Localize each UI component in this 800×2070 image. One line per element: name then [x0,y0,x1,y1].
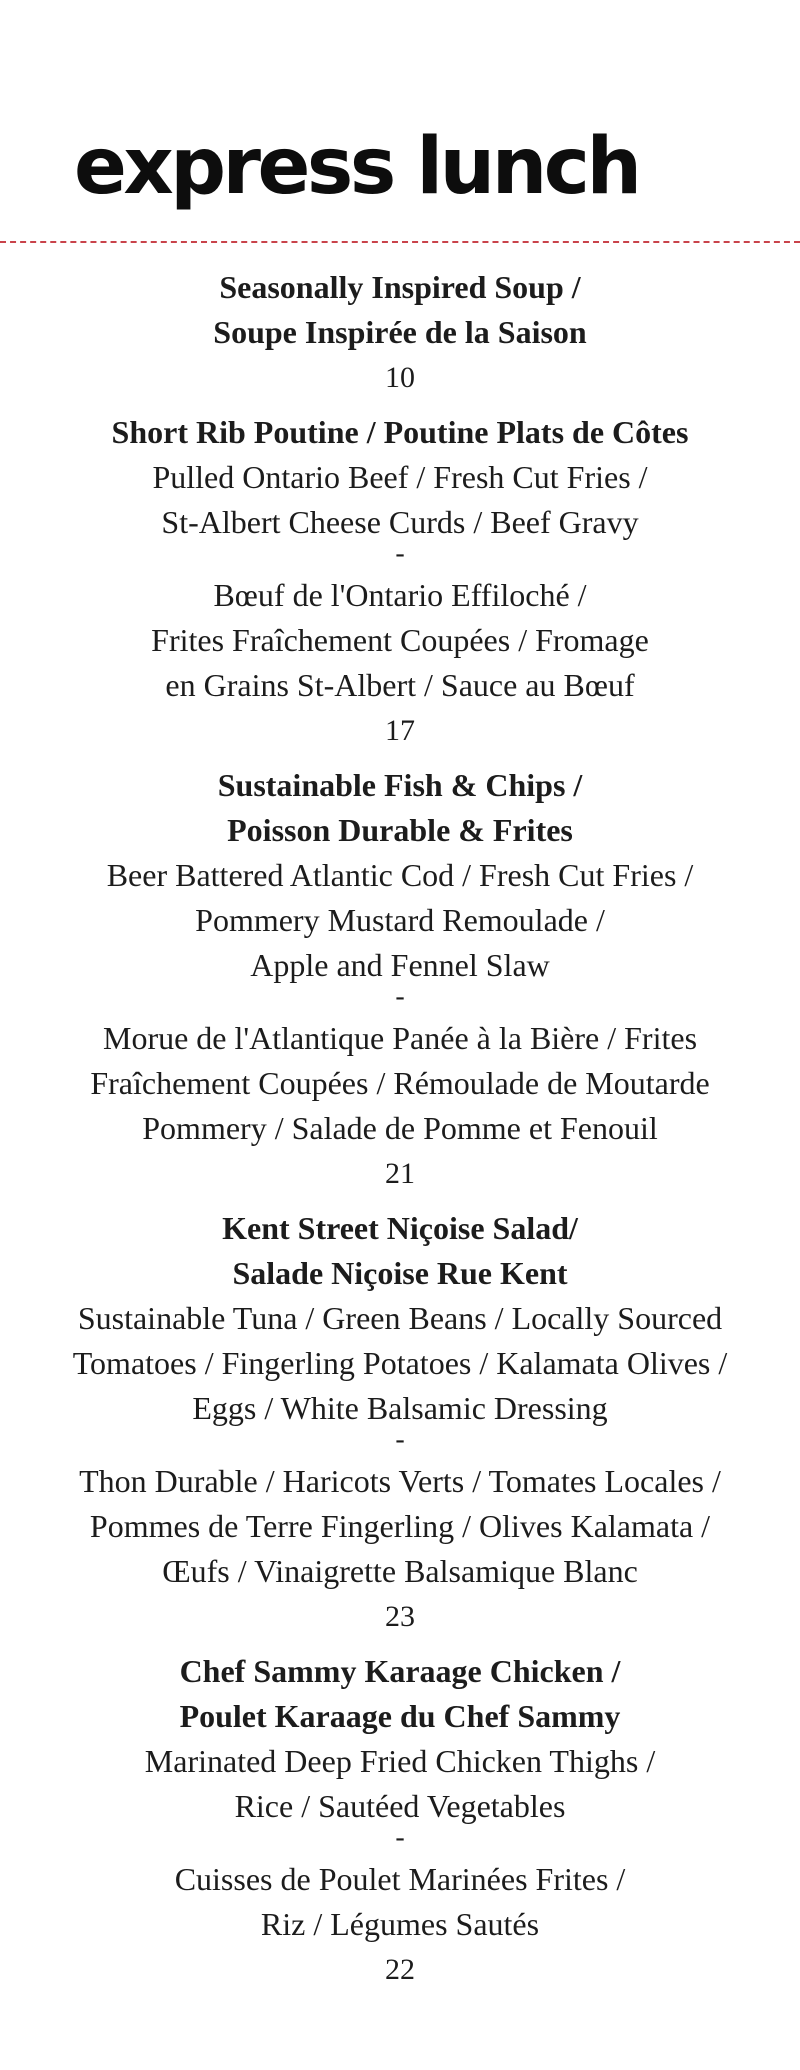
item-name [0,410,800,455]
item-name-line: Seasonally Inspired Soup / [219,269,581,305]
description-line: Marinated Deep Fried Chicken Thighs / [144,1743,656,1779]
item-name-line: Kent Street Niçoise Salad/ [222,1210,578,1246]
description-line: Thon Durable / Haricots Verts / Tomates Locales / [79,1463,721,1499]
item-description-fr [0,1016,800,1151]
description-line: en Grains St-Albert / Sauce au Bœuf [165,667,635,703]
language-separator: - [395,1424,405,1455]
item-price: 17 [385,714,415,747]
description-line: Œufs / Vinaigrette Balsamique Blanc [162,1553,638,1589]
description-line: Pulled Ontario Beef / Fresh Cut Fries / [152,459,648,495]
item-description-fr [0,1857,800,1947]
description-line: Pommery / Salade de Pomme et Fenouil [142,1110,658,1146]
item-name-line: Soupe Inspirée de la Saison [213,314,587,350]
page-title: express lunch [74,122,639,212]
item-name [0,763,800,853]
language-separator: - [395,538,405,569]
description-line: Apple and Fennel Slaw [250,947,550,983]
item-name-line: Short Rib Poutine / Poutine Plats de Côtes [111,414,689,450]
item-description-fr [0,573,800,708]
description-line: Fraîchement Coupées / Rémoulade de Moutarde [90,1065,710,1101]
menu-item-poutine [0,410,800,753]
description-line: Pommes de Terre Fingerling / Olives Kalamata / [89,1508,711,1544]
item-name-line: Sustainable Fish & Chips / [217,767,583,803]
description-line: Sustainable Tuna / Green Beans / Locally Sourced [77,1300,723,1336]
menu-item-nicoise-salad [0,1206,800,1639]
dashed-divider [0,241,800,243]
menu-item-soup [0,265,800,400]
menu-list [0,265,800,1992]
description-line: Rice / Sautéed Vegetables [234,1788,566,1824]
language-separator: - [395,1822,405,1853]
menu-item-fish-chips [0,763,800,1196]
item-description-fr [0,1459,800,1594]
menu-item-karaage-chicken [0,1649,800,1992]
description-line: Frites Fraîchement Coupées / Fromage [151,622,649,658]
description-line: Bœuf de l'Ontario Effiloché / [213,577,587,613]
item-name-line: Chef Sammy Karaage Chicken / [179,1653,621,1689]
language-separator: - [395,981,405,1012]
item-name [0,1206,800,1296]
item-price: 21 [385,1157,415,1190]
item-name-line: Poisson Durable & Frites [227,812,573,848]
item-description-en [0,455,800,545]
description-line: Beer Battered Atlantic Cod / Fresh Cut Fries / [106,857,694,893]
item-price: 22 [385,1953,415,1986]
item-description-en [0,1739,800,1829]
description-line: Morue de l'Atlantique Panée à la Bière / Frites [102,1020,698,1056]
item-description-en [0,1296,800,1431]
item-price: 23 [385,1600,415,1633]
item-name [0,1649,800,1739]
description-line: Eggs / White Balsamic Dressing [192,1390,608,1426]
item-name [0,265,800,355]
description-line: Riz / Légumes Sautés [260,1906,540,1942]
item-name-line: Salade Niçoise Rue Kent [232,1255,568,1291]
item-name-line: Poulet Karaage du Chef Sammy [179,1698,621,1734]
description-line: St-Albert Cheese Curds / Beef Gravy [161,504,639,540]
description-line: Pommery Mustard Remoulade / [195,902,605,938]
description-line: Cuisses de Poulet Marinées Frites / [174,1861,626,1897]
item-price: 10 [385,361,415,394]
description-line: Tomatoes / Fingerling Potatoes / Kalamata Olives / [72,1345,728,1381]
item-description-en [0,853,800,988]
